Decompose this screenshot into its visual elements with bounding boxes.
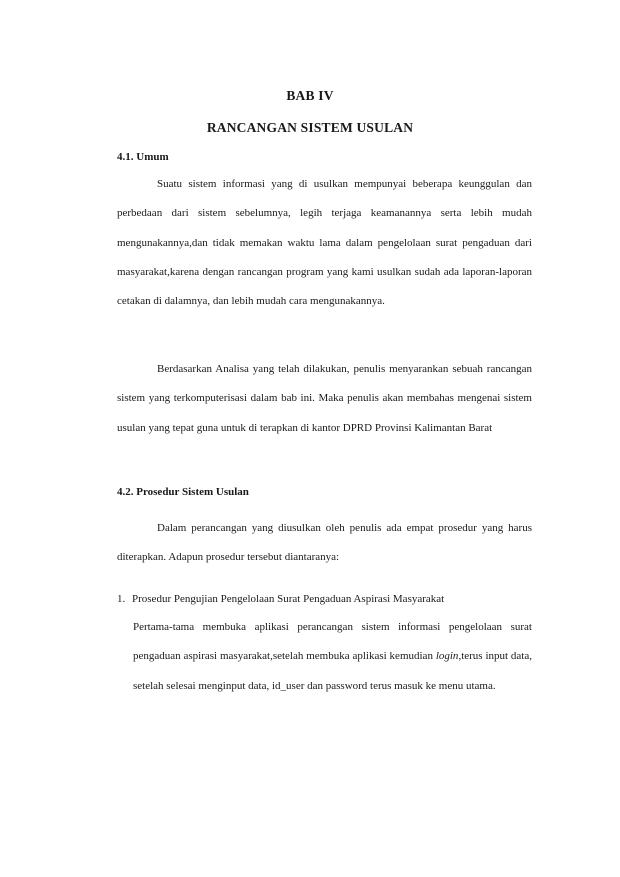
list-item-body xyxy=(133,613,532,701)
list-item-body-italic: login xyxy=(435,650,459,663)
section-heading-umum: 4.1. Umum xyxy=(117,151,169,163)
paragraph-text: Berdasarkan Analisa yang telah dilakukan, penulis menyarankan sebuah rancangan sistem yang terkomputerisasi dalam bab ini. Maka penulis akan membahas mengenai sistem usulan yang tepat guna untuk di terapkan di kantor DPRD Provinsi Kalimantan Barat xyxy=(117,363,532,434)
paragraph-umum-1 xyxy=(117,170,532,316)
paragraph-text: Suatu sistem informasi yang di usulkan mempunyai beberapa keunggulan dan perbedaan dari sistem sebelumnya, legih terjaga keamanannya serta lebih mudah mengunakannya,dan tidak memakan waktu lama dalam pengelolaan surat pengaduan dari masyarakat,karena dengan rancangan program yang kami usulkan sudah ada laporan-laporan cetakan di dalamnya, dan lebih mudah cara mengunakannya. xyxy=(117,178,532,308)
paragraph-umum-2 xyxy=(117,355,532,443)
section-heading-prosedur: 4.2. Prosedur Sistem Usulan xyxy=(117,486,249,498)
paragraph-text: Dalam perancangan yang diusulkan oleh penulis ada empat prosedur yang harus diterapkan. Adapun prosedur tersebut diantaranya: xyxy=(117,522,532,564)
list-item-body-text-end: ,terus input data, setelah selesai menginput data, id_user dan password terus masuk ke menu utama. xyxy=(133,650,532,692)
chapter-title: RANCANGAN SISTEM USULAN xyxy=(206,120,414,135)
list-item-number: 1. xyxy=(117,593,126,605)
chapter-number: BAB IV xyxy=(286,88,334,103)
list-item-body-text: Pertama-tama membuka aplikasi perancangan sistem informasi pengelolaan surat pengaduan aspirasi masyarakat,setelah membuka aplikasi kemudian xyxy=(133,621,532,663)
list-item-label: Prosedur Pengujian Pengelolaan Surat Pengaduan Aspirasi Masyarakat xyxy=(132,593,445,605)
paragraph-prosedur-1 xyxy=(117,514,532,573)
